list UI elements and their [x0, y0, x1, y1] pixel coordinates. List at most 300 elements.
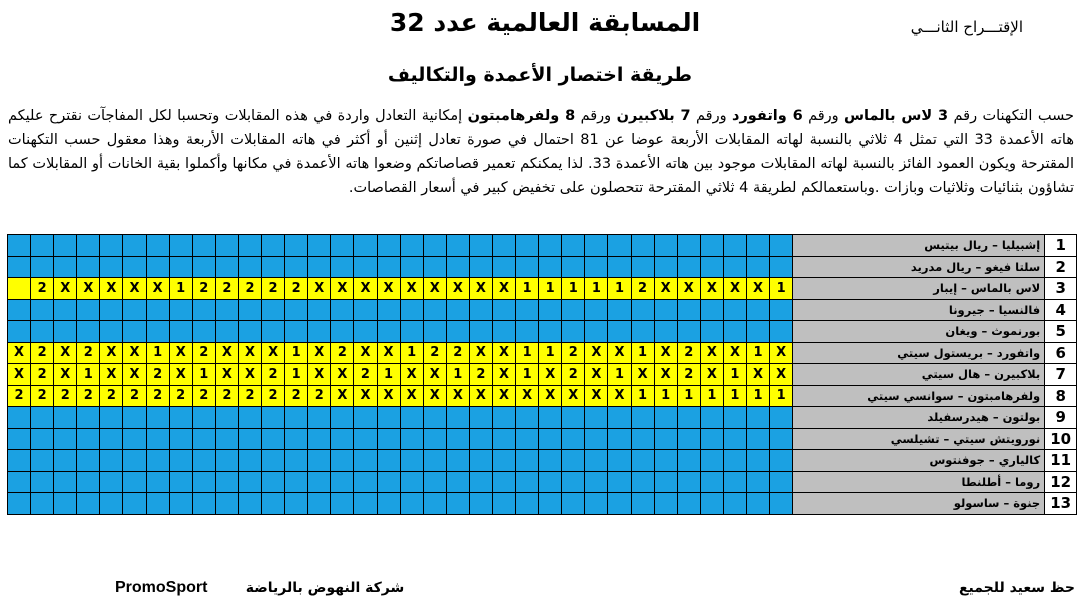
prediction-cell	[285, 471, 308, 493]
prediction-cell	[31, 256, 54, 278]
prediction-cell	[747, 493, 770, 515]
prediction-cell	[8, 450, 31, 472]
prediction-cell	[747, 299, 770, 321]
row-number: 4	[1045, 299, 1077, 321]
prediction-cell	[31, 407, 54, 429]
prediction-cell	[400, 299, 423, 321]
prediction-cell: 1	[631, 342, 654, 364]
prediction-cell: 1	[516, 278, 539, 300]
prediction-cell	[400, 256, 423, 278]
prediction-cell	[100, 471, 123, 493]
prediction-cell	[285, 493, 308, 515]
prediction-cell	[354, 299, 377, 321]
match-name: نورويتش سيتي – تشيلسي	[793, 428, 1045, 450]
prediction-cell	[585, 321, 608, 343]
prediction-cell	[492, 299, 515, 321]
prediction-cell: X	[8, 364, 31, 386]
prediction-cell	[331, 407, 354, 429]
prediction-cell: 1	[377, 364, 400, 386]
prediction-cell: X	[308, 278, 331, 300]
prediction-cell: X	[423, 385, 446, 407]
prediction-cell: X	[123, 278, 146, 300]
paragraph-text: ورقم	[690, 108, 732, 124]
prediction-cell	[169, 493, 192, 515]
prediction-cell	[100, 407, 123, 429]
prediction-cell	[654, 450, 677, 472]
row-number: 11	[1045, 450, 1077, 472]
paragraph-bold: 6 واتفورد	[732, 108, 803, 124]
prediction-cell	[8, 278, 31, 300]
prediction-cell	[262, 407, 285, 429]
prediction-cell	[539, 407, 562, 429]
prediction-cell	[400, 450, 423, 472]
prediction-cell	[123, 428, 146, 450]
prediction-cell	[747, 407, 770, 429]
prediction-cell	[539, 321, 562, 343]
proposal-label: الإقتـــراح الثانـــي	[910, 18, 1023, 36]
prediction-cell	[631, 450, 654, 472]
prediction-cell: X	[492, 385, 515, 407]
prediction-cell: 2	[123, 385, 146, 407]
prediction-cell: 2	[146, 385, 169, 407]
prediction-cell	[585, 493, 608, 515]
prediction-cell	[238, 256, 261, 278]
grid-row	[8, 342, 1077, 364]
prediction-cell: X	[469, 385, 492, 407]
prediction-cell: X	[8, 342, 31, 364]
prediction-cell	[215, 256, 238, 278]
prediction-cell	[654, 299, 677, 321]
prediction-cell	[377, 493, 400, 515]
prediction-cell	[562, 450, 585, 472]
prediction-cell	[192, 321, 215, 343]
prediction-cell	[770, 256, 793, 278]
paragraph-bold: 3 لاس بالماس	[844, 108, 949, 124]
prediction-cell	[770, 471, 793, 493]
prediction-cell: X	[492, 364, 515, 386]
row-number: 1	[1045, 235, 1077, 257]
row-number: 8	[1045, 385, 1077, 407]
prediction-cell	[469, 299, 492, 321]
prediction-cell: 1	[516, 342, 539, 364]
prediction-cell: X	[469, 278, 492, 300]
prediction-cell	[562, 493, 585, 515]
prediction-cell: 1	[146, 342, 169, 364]
prediction-cell	[146, 256, 169, 278]
prediction-cell	[192, 450, 215, 472]
prediction-cell: X	[400, 385, 423, 407]
prediction-cell: X	[238, 364, 261, 386]
prediction-cell	[423, 235, 446, 257]
prediction-cell: X	[54, 342, 77, 364]
prediction-cell: 2	[238, 278, 261, 300]
grid-row	[8, 428, 1077, 450]
match-name: فالنسيا – جيرونا	[793, 299, 1045, 321]
prediction-cell	[446, 407, 469, 429]
prediction-cell	[700, 428, 723, 450]
prediction-cell	[77, 428, 100, 450]
prediction-cell	[215, 450, 238, 472]
prediction-cell: 1	[192, 364, 215, 386]
company-name: شركة النهوض بالرياضة	[245, 580, 405, 596]
grid-row	[8, 471, 1077, 493]
prediction-cell: X	[608, 342, 631, 364]
prediction-cell: 2	[215, 278, 238, 300]
prediction-cell: 2	[215, 385, 238, 407]
prediction-cell: 2	[8, 385, 31, 407]
prediction-cell	[446, 471, 469, 493]
prediction-cell	[192, 493, 215, 515]
prediction-cell: X	[446, 385, 469, 407]
prediction-cell: X	[585, 364, 608, 386]
prediction-cell	[585, 235, 608, 257]
prediction-cell: X	[77, 278, 100, 300]
prediction-cell	[192, 299, 215, 321]
prediction-cell	[516, 471, 539, 493]
grid-row	[8, 450, 1077, 472]
prediction-cell: 2	[238, 385, 261, 407]
prediction-cell	[516, 299, 539, 321]
prediction-cell	[446, 493, 469, 515]
grid-row	[8, 278, 1077, 300]
match-name: كالياري – جوفنتوس	[793, 450, 1045, 472]
prediction-cell	[238, 235, 261, 257]
prediction-cell	[354, 493, 377, 515]
prediction-cell	[54, 256, 77, 278]
prediction-cell	[215, 299, 238, 321]
prediction-cell: 1	[747, 342, 770, 364]
prediction-cell	[192, 407, 215, 429]
prediction-cell	[8, 493, 31, 515]
prediction-cell	[262, 450, 285, 472]
prediction-cell	[54, 493, 77, 515]
prediction-cell	[446, 256, 469, 278]
prediction-cell	[562, 407, 585, 429]
prediction-cell	[77, 450, 100, 472]
prediction-cell	[446, 428, 469, 450]
prediction-cell	[331, 235, 354, 257]
prediction-cell	[654, 493, 677, 515]
prediction-cell	[238, 407, 261, 429]
prediction-cell: 1	[747, 385, 770, 407]
prediction-cell	[8, 428, 31, 450]
prediction-cell	[446, 235, 469, 257]
prediction-cell	[585, 428, 608, 450]
prediction-cell: X	[677, 278, 700, 300]
prediction-cell	[331, 450, 354, 472]
prediction-cell	[377, 407, 400, 429]
row-number: 10	[1045, 428, 1077, 450]
prediction-cell	[492, 235, 515, 257]
prediction-cell: X	[747, 278, 770, 300]
prediction-cell	[215, 321, 238, 343]
match-name: إشبيليا – ريال بيتيس	[793, 235, 1045, 257]
prediction-cell	[377, 256, 400, 278]
prediction-cell	[54, 321, 77, 343]
prediction-cell	[492, 471, 515, 493]
prediction-cell	[215, 407, 238, 429]
prediction-cell	[31, 321, 54, 343]
prediction-cell	[31, 235, 54, 257]
prediction-cell: 1	[585, 278, 608, 300]
prediction-cell	[308, 450, 331, 472]
prediction-cell	[215, 235, 238, 257]
prediction-cell	[700, 321, 723, 343]
prediction-cell	[539, 299, 562, 321]
prediction-cell	[608, 299, 631, 321]
prediction-cell	[770, 493, 793, 515]
prediction-cell	[31, 299, 54, 321]
prediction-cell	[539, 256, 562, 278]
prediction-cell: X	[585, 385, 608, 407]
prediction-cell	[631, 235, 654, 257]
match-name: بلاكبيرن – هال سيتي	[793, 364, 1045, 386]
prediction-cell: X	[331, 364, 354, 386]
prediction-cell: 2	[285, 278, 308, 300]
prediction-cell	[700, 235, 723, 257]
prediction-cell: X	[492, 342, 515, 364]
prediction-cell	[423, 428, 446, 450]
prediction-grid	[7, 234, 1077, 515]
prediction-cell: X	[169, 342, 192, 364]
prediction-cell	[54, 450, 77, 472]
prediction-cell	[31, 471, 54, 493]
prediction-cell	[723, 450, 746, 472]
prediction-cell	[631, 299, 654, 321]
prediction-cell	[146, 235, 169, 257]
prediction-cell: 2	[100, 385, 123, 407]
prediction-cell	[308, 428, 331, 450]
row-number: 13	[1045, 493, 1077, 515]
prediction-cell	[423, 321, 446, 343]
prediction-cell	[77, 256, 100, 278]
prediction-cell	[677, 428, 700, 450]
prediction-cell: 1	[700, 385, 723, 407]
prediction-cell: 2	[31, 342, 54, 364]
prediction-cell	[100, 299, 123, 321]
prediction-cell	[308, 407, 331, 429]
prediction-cell	[492, 256, 515, 278]
prediction-cell	[31, 450, 54, 472]
grid-row	[8, 321, 1077, 343]
prediction-cell	[123, 235, 146, 257]
prediction-cell	[77, 407, 100, 429]
prediction-cell	[238, 428, 261, 450]
explanation-paragraph	[8, 104, 1074, 200]
page-subtitle: طريقة اختصار الأعمدة والتكاليف	[387, 64, 693, 86]
prediction-cell: 1	[400, 342, 423, 364]
match-name: لاس بالماس – إيبار	[793, 278, 1045, 300]
prediction-cell: X	[169, 364, 192, 386]
prediction-cell	[770, 299, 793, 321]
prediction-cell	[677, 321, 700, 343]
prediction-cell	[516, 407, 539, 429]
prediction-cell: X	[423, 364, 446, 386]
prediction-cell	[423, 407, 446, 429]
prediction-cell: X	[308, 342, 331, 364]
prediction-cell	[631, 493, 654, 515]
prediction-cell: 1	[770, 385, 793, 407]
prediction-cell: 2	[446, 342, 469, 364]
prediction-cell: 2	[192, 342, 215, 364]
prediction-cell: X	[308, 364, 331, 386]
prediction-cell	[354, 450, 377, 472]
prediction-cell	[331, 471, 354, 493]
prediction-cell	[585, 299, 608, 321]
prediction-cell	[723, 256, 746, 278]
prediction-cell	[469, 471, 492, 493]
prediction-cell: X	[100, 278, 123, 300]
prediction-cell: 2	[192, 385, 215, 407]
prediction-cell: 2	[677, 342, 700, 364]
prediction-cell: X	[215, 342, 238, 364]
prediction-cell	[446, 321, 469, 343]
paragraph-bold: 7 بلاكبيرن	[616, 108, 691, 124]
prediction-cell: 2	[308, 385, 331, 407]
prediction-cell	[354, 428, 377, 450]
prediction-cell	[562, 471, 585, 493]
row-number: 9	[1045, 407, 1077, 429]
prediction-cell: X	[331, 278, 354, 300]
prediction-cell	[100, 450, 123, 472]
prediction-cell: 2	[423, 342, 446, 364]
prediction-cell	[308, 299, 331, 321]
prediction-cell	[631, 256, 654, 278]
prediction-cell	[377, 471, 400, 493]
prediction-cell: 2	[192, 278, 215, 300]
prediction-cell: 2	[562, 342, 585, 364]
prediction-cell	[770, 407, 793, 429]
prediction-cell	[238, 493, 261, 515]
prediction-cell	[31, 428, 54, 450]
prediction-cell	[654, 256, 677, 278]
prediction-cell: 1	[631, 385, 654, 407]
prediction-cell: X	[516, 385, 539, 407]
prediction-cell	[169, 428, 192, 450]
prediction-cell	[654, 235, 677, 257]
prediction-cell: 2	[54, 385, 77, 407]
prediction-cell	[469, 321, 492, 343]
prediction-cell	[54, 407, 77, 429]
prediction-cell: 2	[262, 278, 285, 300]
prediction-cell: X	[54, 278, 77, 300]
prediction-cell	[146, 321, 169, 343]
prediction-cell	[100, 235, 123, 257]
prediction-cell: X	[562, 385, 585, 407]
prediction-cell: X	[215, 364, 238, 386]
good-luck-text: حظ سعيد للجميع	[958, 580, 1075, 596]
prediction-cell: X	[539, 385, 562, 407]
prediction-cell: X	[377, 385, 400, 407]
prediction-cell	[723, 321, 746, 343]
prediction-cell	[585, 256, 608, 278]
row-number: 6	[1045, 342, 1077, 364]
prediction-cell: X	[446, 278, 469, 300]
prediction-cell: 2	[262, 364, 285, 386]
row-number: 3	[1045, 278, 1077, 300]
prediction-cell	[192, 235, 215, 257]
prediction-cell	[492, 428, 515, 450]
prediction-cell: X	[423, 278, 446, 300]
prediction-cell	[423, 256, 446, 278]
prediction-cell	[469, 428, 492, 450]
prediction-cell	[262, 256, 285, 278]
prediction-cell	[146, 493, 169, 515]
prediction-cell: 2	[31, 278, 54, 300]
paragraph-bold: 8 ولفرهامبتون	[467, 108, 576, 124]
prediction-cell	[677, 256, 700, 278]
prediction-cell	[469, 407, 492, 429]
prediction-cell	[8, 256, 31, 278]
prediction-cell	[262, 321, 285, 343]
prediction-cell	[331, 299, 354, 321]
prediction-cell: 1	[516, 364, 539, 386]
match-name: سلتا فيغو – ريال مدريد	[793, 256, 1045, 278]
match-name: روما – أطلنطا	[793, 471, 1045, 493]
prediction-cell: 1	[446, 364, 469, 386]
prediction-cell	[123, 407, 146, 429]
prediction-cell	[747, 321, 770, 343]
prediction-cell	[539, 450, 562, 472]
prediction-cell	[700, 450, 723, 472]
prediction-cell	[146, 450, 169, 472]
prediction-cell	[562, 235, 585, 257]
prediction-cell: X	[331, 385, 354, 407]
prediction-cell	[285, 321, 308, 343]
prediction-cell	[492, 450, 515, 472]
prediction-cell: 2	[354, 364, 377, 386]
prediction-cell	[516, 235, 539, 257]
prediction-cell	[8, 321, 31, 343]
prediction-cell	[469, 450, 492, 472]
prediction-cell	[215, 493, 238, 515]
prediction-cell: 1	[562, 278, 585, 300]
prediction-cell	[331, 256, 354, 278]
paragraph-text: ورقم	[802, 108, 845, 124]
prediction-cell: 1	[608, 278, 631, 300]
prediction-cell: X	[700, 364, 723, 386]
prediction-cell	[308, 471, 331, 493]
prediction-cell	[770, 321, 793, 343]
prediction-cell	[308, 493, 331, 515]
page-title: المسابقة العالمية عدد 32	[389, 8, 701, 37]
prediction-cell	[192, 256, 215, 278]
prediction-cell: 2	[331, 342, 354, 364]
prediction-cell	[677, 407, 700, 429]
prediction-cell: X	[146, 278, 169, 300]
prediction-cell	[354, 407, 377, 429]
prediction-cell: 2	[469, 364, 492, 386]
prediction-cell	[123, 321, 146, 343]
prediction-cell: 2	[677, 364, 700, 386]
prediction-cell	[539, 493, 562, 515]
prediction-cell	[77, 471, 100, 493]
prediction-cell	[54, 471, 77, 493]
prediction-cell	[723, 407, 746, 429]
grid-row	[8, 256, 1077, 278]
prediction-cell	[562, 321, 585, 343]
prediction-cell	[54, 235, 77, 257]
prediction-cell	[723, 299, 746, 321]
prediction-cell	[285, 299, 308, 321]
prediction-cell	[377, 299, 400, 321]
prediction-cell: X	[654, 278, 677, 300]
prediction-cell: 2	[262, 385, 285, 407]
prediction-cell	[516, 321, 539, 343]
prediction-cell: 2	[285, 385, 308, 407]
prediction-cell	[285, 407, 308, 429]
prediction-cell	[469, 256, 492, 278]
